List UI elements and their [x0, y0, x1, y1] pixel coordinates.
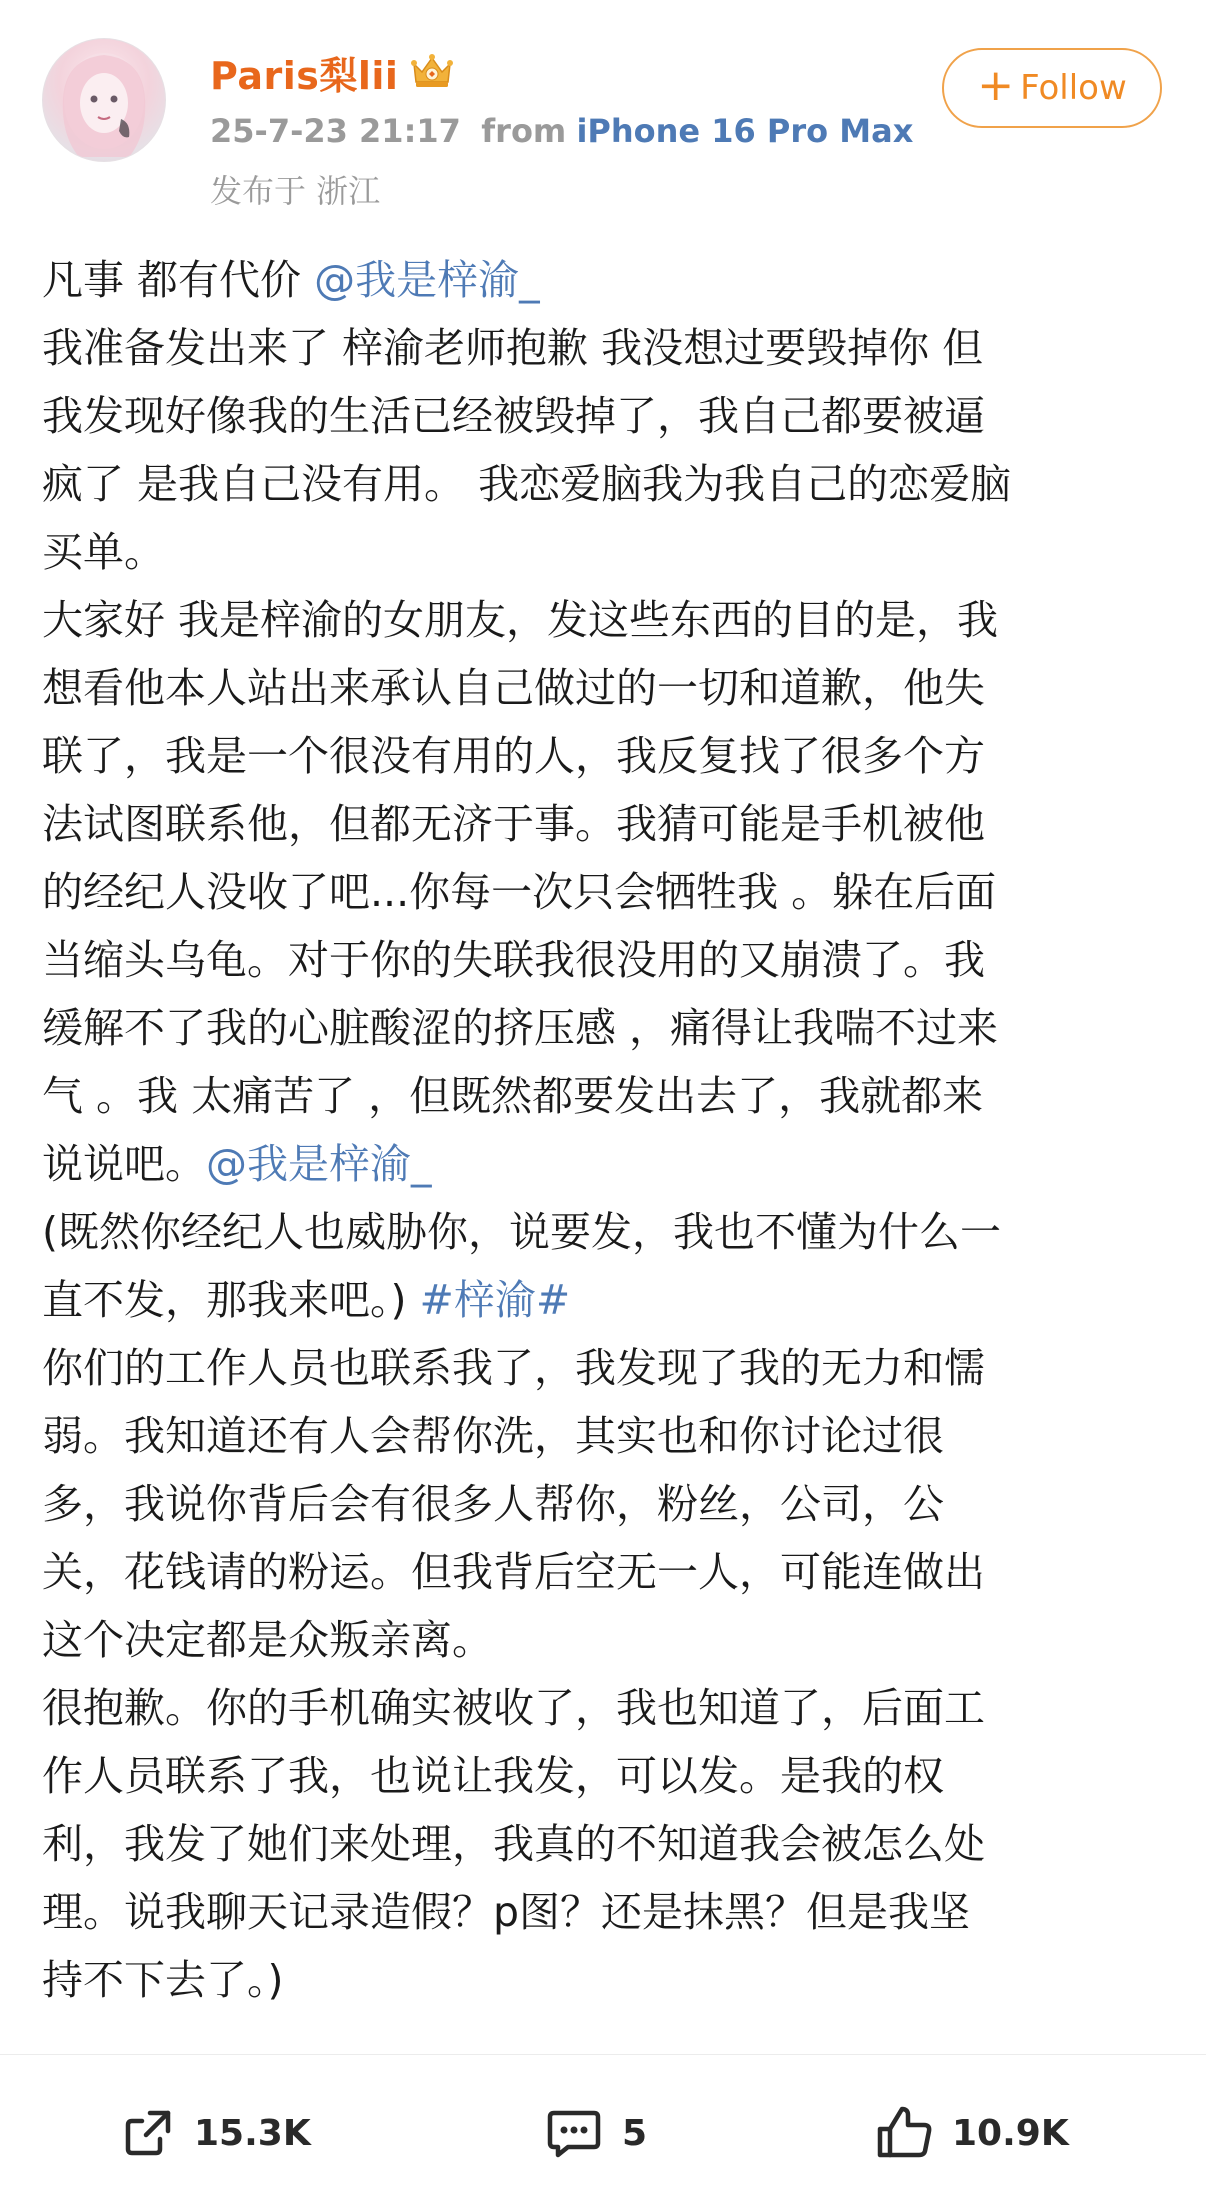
body-line — [42, 994, 1166, 1062]
body-line — [42, 586, 1166, 654]
body-line — [42, 246, 1166, 314]
share-button[interactable] — [120, 2099, 311, 2167]
body-text: 疯了 是我自己没有用。 我恋爱脑我为我自己的恋爱脑 — [42, 460, 1012, 508]
plus-icon: + — [977, 60, 1015, 111]
body-text: 想看他本人站出来承认自己做过的一切和道歉，他失 — [42, 664, 985, 712]
body-text: 法试图联系他，但都无济于事。我猜可能是手机被他 — [42, 800, 985, 848]
body-line — [42, 1606, 1166, 1674]
post-header — [0, 0, 1206, 210]
body-line — [42, 1810, 1166, 1878]
crown-badge-icon — [408, 52, 456, 92]
hashtag-link[interactable]: #梓渝# — [419, 1276, 571, 1324]
share-icon — [120, 2105, 176, 2161]
body-text: 气 。我 太痛苦了 ，但既然都要发出去了，我就都来 — [42, 1072, 984, 1120]
body-text: 弱。我知道还有人会帮你洗，其实也和你讨论过很 — [42, 1412, 944, 1460]
body-text: 很抱歉。你的手机确实被收了，我也知道了，后面工 — [42, 1684, 985, 1732]
body-text: 这个决定都是众叛亲离。 — [42, 1616, 493, 1664]
body-text: 持不下去了。) — [42, 1956, 284, 2004]
body-line — [42, 858, 1166, 926]
body-line — [42, 314, 1166, 382]
body-text: 直不发，那我来吧。) — [42, 1276, 420, 1324]
avatar[interactable] — [42, 38, 166, 162]
body-text: 多，我说你背后会有很多人帮你，粉丝，公司，公 — [42, 1480, 944, 1528]
body-text: 当缩头乌龟。对于你的失联我很没用的又崩溃了。我 — [42, 936, 985, 984]
body-line — [42, 1742, 1166, 1810]
from-label: from — [481, 112, 567, 150]
follow-button[interactable] — [942, 48, 1162, 128]
post-meta — [210, 112, 913, 150]
body-line — [42, 790, 1166, 858]
body-line — [42, 1402, 1166, 1470]
body-text: 我发现好像我的生活已经被毁掉了，我自己都要被逼 — [42, 392, 985, 440]
body-line — [42, 1538, 1166, 1606]
body-text: 缓解不了我的心脏酸涩的挤压感 ，痛得让我喘不过来 — [42, 1004, 999, 1052]
mention-link[interactable]: @我是梓渝_ — [314, 256, 540, 304]
mention-link[interactable]: @我是梓渝_ — [206, 1140, 432, 1188]
body-line — [42, 1878, 1166, 1946]
body-line — [42, 1946, 1166, 2014]
body-text: 理。说我聊天记录造假？p图？还是抹黑？但是我坚 — [42, 1888, 971, 1936]
body-line — [42, 450, 1166, 518]
body-line — [42, 654, 1166, 722]
username-row — [210, 46, 456, 98]
body-line — [42, 926, 1166, 994]
post-location: 发布于 浙江 — [210, 172, 381, 210]
body-text: 联了，我是一个很没有用的人，我反复找了很多个方 — [42, 732, 985, 780]
comment-icon — [544, 2105, 604, 2161]
body-line — [42, 1470, 1166, 1538]
body-text: 你们的工作人员也联系我了，我发现了我的无力和懦 — [42, 1344, 985, 1392]
body-line — [42, 1062, 1166, 1130]
body-text: 利，我发了她们来处理，我真的不知道我会被怎么处 — [42, 1820, 985, 1868]
share-count: 15.3K — [194, 2112, 311, 2154]
post-time: 25-7-23 21:17 — [210, 112, 461, 150]
comment-button[interactable] — [544, 2099, 647, 2167]
body-text: 的经纪人没收了吧...你每一次只会牺牲我 。躲在后面 — [42, 868, 997, 916]
like-button[interactable] — [874, 2099, 1069, 2167]
body-text: 买单。 — [42, 528, 165, 576]
username[interactable]: Paris梨lii — [210, 53, 399, 98]
thumbs-up-icon — [874, 2103, 934, 2163]
body-line — [42, 1334, 1166, 1402]
body-text: (既然你经纪人也威胁你，说要发，我也不懂为什么一 — [42, 1208, 1001, 1256]
action-bar — [0, 2054, 1206, 2209]
avatar-illustration — [43, 39, 165, 161]
body-text: 说说吧。 — [42, 1140, 206, 1188]
body-line — [42, 382, 1166, 450]
body-text: 关，花钱请的粉运。但我背后空无一人，可能连做出 — [42, 1548, 985, 1596]
body-line — [42, 1198, 1166, 1266]
body-text: 凡事 都有代价 — [42, 256, 315, 304]
device-link[interactable]: iPhone 16 Pro Max — [576, 112, 914, 150]
follow-label: Follow — [1020, 68, 1127, 108]
body-line — [42, 518, 1166, 586]
post-body — [42, 246, 1166, 2046]
body-text: 作人员联系了我，也说让我发，可以发。是我的权 — [42, 1752, 944, 1800]
body-line — [42, 1266, 1166, 1334]
body-text: 我准备发出来了 梓渝老师抱歉 我没想过要毁掉你 但 — [42, 324, 984, 372]
body-line — [42, 1674, 1166, 1742]
body-text: 大家好 我是梓渝的女朋友，发这些东西的目的是，我 — [42, 596, 999, 644]
like-count: 10.9K — [952, 2112, 1069, 2154]
comment-count: 5 — [622, 2112, 648, 2154]
body-line — [42, 722, 1166, 790]
body-line — [42, 1130, 1166, 1198]
